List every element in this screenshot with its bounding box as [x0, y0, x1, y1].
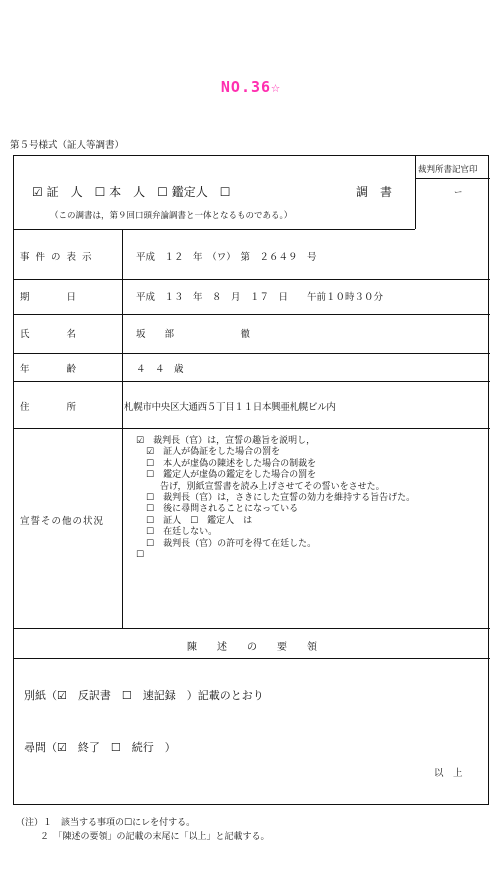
- examination-line: 尋問（☑ 終了 ☐ 続行 ）: [24, 741, 176, 754]
- seal-area: ー: [454, 188, 463, 198]
- title-suffix: 調 書: [356, 185, 393, 199]
- name-label: 氏 名: [20, 329, 83, 340]
- attached-line: 別紙（☑ 反訳書 ☐ 速記録 ）記載のとおり: [24, 689, 264, 702]
- title-options: ☑ 証 人 ☐ 本 人 ☐ 鑑定人 ☐: [32, 185, 231, 199]
- case-value: 平成 １２ 年 （ワ） 第 ２６４９ 号: [136, 252, 317, 263]
- oath-line: ☑ 裁判長（官）は，宣誓の趣旨を説明し，: [136, 436, 316, 446]
- subtitle: （この調書は，第９回口頭弁論調書と一体となるものである。）: [50, 211, 293, 221]
- oath-line: ☐ 証人 ☐ 鑑定人 は: [146, 515, 253, 526]
- row-divider: [14, 314, 490, 315]
- oath-line: ☐ 鑑定人が虚偽の鑑定をした場合の罰を: [146, 470, 317, 481]
- age-label: 年 齢: [20, 364, 83, 375]
- oath-line: ☐ 後に尋問されることになっている: [146, 504, 299, 515]
- age-value: ４ ４ 歳: [136, 364, 184, 375]
- date-value: 平成 １３ 年 ８ 月 １７ 日 午前１０時３０分: [136, 292, 384, 303]
- row-divider: [14, 428, 490, 429]
- case-label: 事件の表示: [20, 252, 98, 263]
- clerk-seal-label: 裁判所書記官印: [418, 165, 478, 175]
- note-1: （注）１ 該当する事項の☐にレを付する。: [16, 818, 196, 828]
- oath-line: ☐: [136, 550, 145, 561]
- oath-line: ☐ 裁判長（官）は，さきにした宣誓の効力を維持する旨告げた。: [146, 493, 416, 504]
- document-stamp: NO.36☆: [220, 78, 282, 96]
- oath-label: 宣誓その他の状況: [20, 516, 105, 527]
- label-column-divider: [122, 229, 123, 628]
- oath-line: 告げ，別紙宣誓書を読み上げさせてその誓いをさせた。: [160, 481, 385, 492]
- record-sheet: [13, 155, 489, 805]
- row-divider: [14, 279, 490, 280]
- end-mark: 以 上: [434, 768, 463, 779]
- oath-line: ☐ 在廷しない。: [146, 527, 218, 538]
- oath-line: ☐ 本人が虚偽の陳述をした場合の制裁を: [146, 458, 317, 469]
- note-2: ２ 「陳述の要領」の記載の末尾に「以上」と記載する。: [40, 832, 270, 842]
- seal-header-divider: [415, 178, 490, 179]
- oath-line: ☑ 証人が偽証をした場合の罰を: [146, 447, 281, 458]
- date-label: 期 日: [20, 292, 83, 303]
- oath-line: ☐ 裁判長（官）の許可を得て在廷した。: [146, 538, 317, 549]
- seal-column-divider: [415, 156, 416, 229]
- row-divider: [14, 658, 490, 659]
- address-value: 札幌市中央区大通西５丁目１１日本興亜札幌ビル内: [124, 402, 336, 413]
- name-value: 坂 部 徹: [136, 329, 251, 340]
- row-divider: [14, 628, 490, 629]
- oath-lines: [136, 436, 484, 561]
- row-divider: [14, 381, 490, 382]
- address-label: 住 所: [20, 402, 83, 413]
- form-number: 第５号様式（証人等調書）: [10, 140, 125, 151]
- header-divider: [14, 229, 415, 230]
- statement-heading: 陳 述 の 要 領: [187, 642, 317, 653]
- row-divider: [14, 353, 490, 354]
